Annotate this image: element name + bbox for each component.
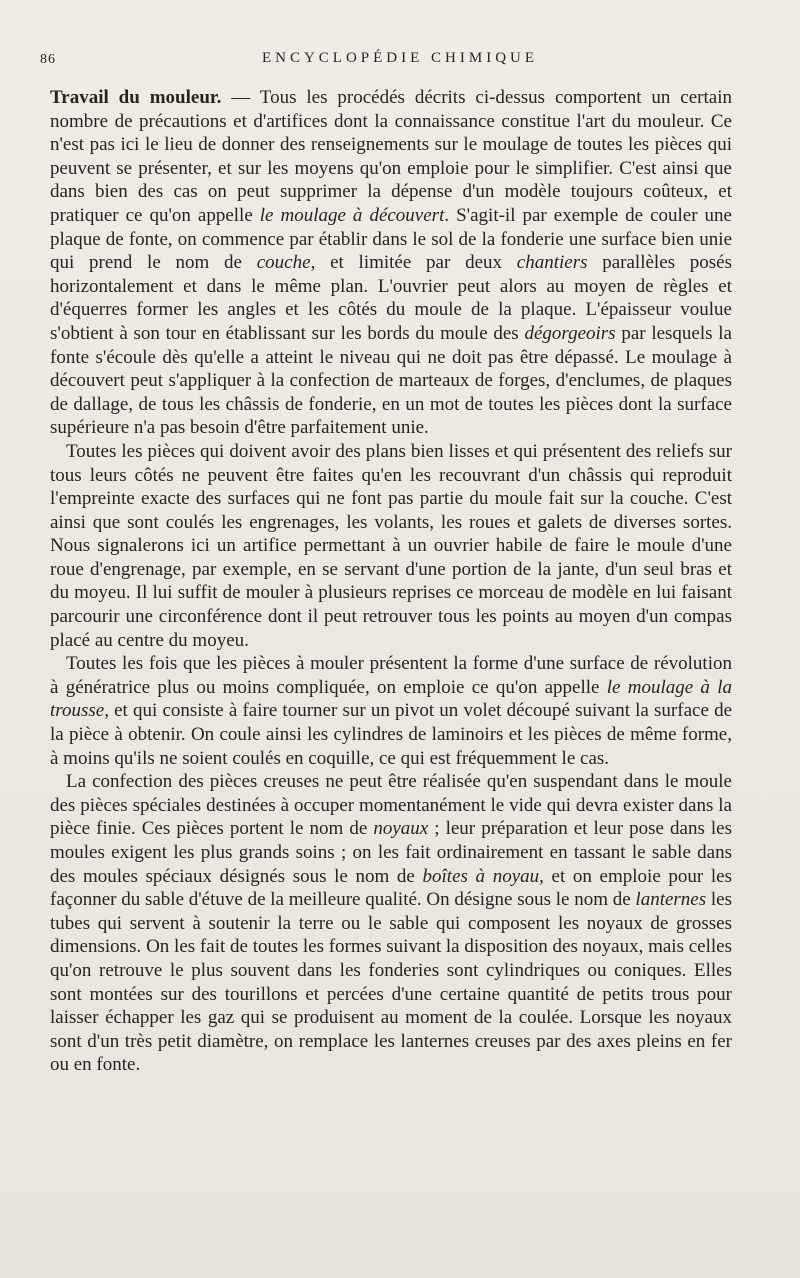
- body-text: [50, 86, 732, 1077]
- italic-term: lanternes: [635, 889, 707, 911]
- paragraph-2: [50, 440, 732, 652]
- section-heading: Travail du mouleur.: [50, 87, 222, 108]
- paragraph-text: les tubes qui servent à soutenir la terre ou le sable qui composent les noyaux de grosses dimensions. On les fait de toutes les formes suivant la disposition des noyaux, mais celles qu'on retrouve le plus souvent dans les fonderies sont cylindriques ou coniques. Elles sont montées sur des tourillons et percées d'une certaine quantité de petits trous pour laisser échapper les gaz qui se produisent au moment de la coulée. Lorsque les noyaux sont d'un très petit diamètre, on remplace les lanternes creuses par des axes pleins en fer ou en fonte.: [50, 889, 732, 1076]
- paragraph-text: . S'agit-il par exemple de couler une plaque de fonte, on commence par établir dans le sol de la fonderie une surface bien unie qui prend le nom de: [50, 204, 732, 274]
- paragraph-text: , et qui consiste à faire tourner sur un pivot un volet découpé suivant la surface de la pièce à obtenir. On coule ainsi les cylindres de laminoirs et les pièces de même forme, à moins qu'ils ne soient coulés en coquille, ce qui est fréquemment le cas.: [50, 700, 732, 769]
- italic-term: le moulage à découvert: [259, 204, 445, 226]
- italic-term: couche: [256, 252, 311, 274]
- italic-term: chantiers: [516, 252, 588, 274]
- paragraph-text: — Tous les procédés décrits ci-dessus comportent un certain nombre de précautions et d'artifices dont la connaissance constitue l'art du mouleur. Ce n'est pas ici le lieu de donner des renseignements sur le moulage de toutes les pièces qui peuvent se présenter, et sur les moyens qu'on emploie pour le simplifier. C'est ainsi que dans bien des cas on peut supprimer la dépense d'un modèle toujours coûteux, et pratiquer ce qu'on appelle: [50, 87, 732, 226]
- paragraph-text: par lesquels la fonte s'écoule dès qu'elle a atteint le niveau qui ne doit pas être dépassé. Le moulage à découvert peut s'appliquer à la confection de marteaux de forges, d'enclumes, de plaques de dallage, de tous les châssis de fonderie, en un mot de toutes les pièces dont la surface supérieure n'a pas besoin d'être parfaitement unie.: [50, 322, 732, 439]
- paragraph-1: [50, 86, 732, 440]
- paragraph-text: , et limitée par deux: [310, 252, 517, 274]
- italic-term: boîtes à noyau: [422, 865, 540, 887]
- running-title: ENCYCLOPÉDIE CHIMIQUE: [261, 50, 539, 66]
- paragraph-3: [50, 652, 732, 770]
- paragraph-text: , et on emploie pour les façonner du sable d'étuve de la meilleure qualité. On désigne sous le nom de: [50, 865, 732, 911]
- paragraph-text: Toutes les pièces qui doivent avoir des plans bien lisses et qui présentent des reliefs sur tous leurs côtés ne peuvent être faites qu'en les recouvrant d'un châssis qui reproduit l'empreinte exacte des surfaces qui ne font pas partie du moule fait sur la couche. C'est ainsi que sont coulés les engrenages, les volants, les roues et galets de diverses sortes. Nous signalerons ici un artifice permettant à un ouvrier habile de faire le moule d'une roue d'engrenage, par exemple, en se servant d'une portion de la jante, d'un seul bras et du moyeu. Il lui suffit de mouler à plusieurs reprises ce morceau de modèle en lui faisant parcourir une circonférence dont il peut retrouver tous les points au moyen d'un compas placé au centre du moyeu.: [50, 440, 732, 651]
- paragraph-text: Toutes les fois que les pièces à mouler présentent la forme d'une surface de révolution à génératrice plus ou moins compliquée, on emploie ce qu'on appelle: [50, 653, 732, 698]
- italic-term: noyaux: [373, 818, 429, 840]
- page-header: [40, 48, 760, 72]
- paragraph-4: [50, 770, 732, 1077]
- paragraph-text: ; leur préparation et leur pose dans les moules exigent les plus grands soins ; on les fait ordinairement en tassant le sable dans des moules spéciaux désignés sous le nom de: [50, 818, 732, 887]
- paragraph-text: parallèles posés horizontalement et dans le même plan. L'ouvrier peut alors au moyen de règles et d'équerres former les angles et les côtés du moule de la plaque. L'épaisseur voulue s'obtient à son tour en établissant sur les bords du moule des: [50, 252, 733, 344]
- italic-term: le moulage à la trousse: [50, 676, 732, 722]
- page-number: 86: [40, 52, 56, 67]
- italic-term: dégorgeoirs: [524, 322, 616, 344]
- paragraph-text: La confection des pièces creuses ne peut être réalisée qu'en suspendant dans le moule des pièces spéciales destinées à occuper momentanément le vide qui devra exister dans la pièce finie. Ces pièces portent le nom de: [50, 771, 732, 840]
